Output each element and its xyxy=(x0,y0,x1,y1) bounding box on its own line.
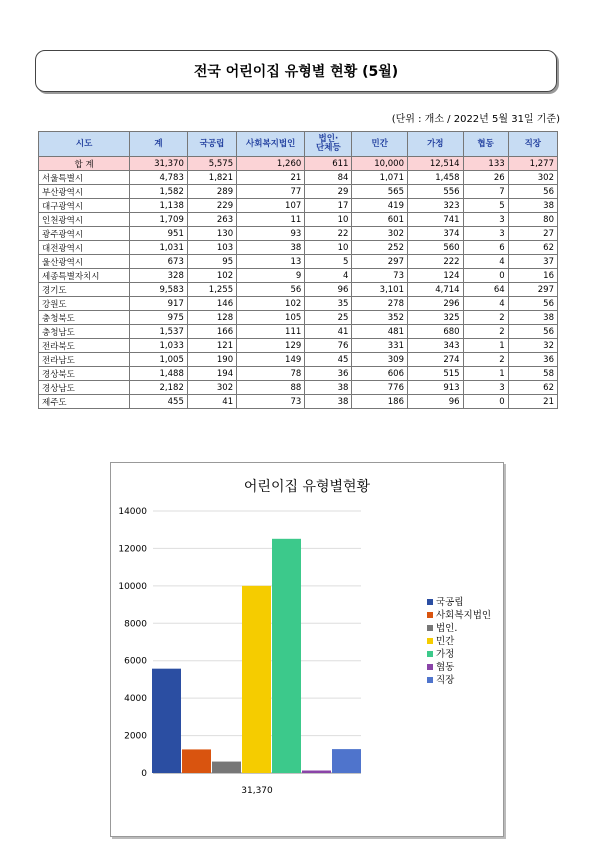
value-cell: 16 xyxy=(508,269,557,283)
legend-swatch xyxy=(427,638,433,644)
value-cell: 343 xyxy=(408,339,464,353)
value-cell: 32 xyxy=(508,339,557,353)
value-cell: 76 xyxy=(305,339,352,353)
value-cell: 186 xyxy=(352,395,408,409)
value-cell: 274 xyxy=(408,353,464,367)
value-cell: 3 xyxy=(463,227,508,241)
bar-0 xyxy=(152,669,181,773)
value-cell: 1 xyxy=(463,367,508,381)
value-cell: 37 xyxy=(508,255,557,269)
total-cell: 1,260 xyxy=(237,157,305,171)
region-name-cell: 대구광역시 xyxy=(39,199,130,213)
value-cell: 252 xyxy=(352,241,408,255)
value-cell: 190 xyxy=(187,353,236,367)
region-name-cell: 강원도 xyxy=(39,297,130,311)
value-cell: 21 xyxy=(237,171,305,185)
value-cell: 103 xyxy=(187,241,236,255)
value-cell: 352 xyxy=(352,311,408,325)
value-cell: 56 xyxy=(508,325,557,339)
total-cell: 611 xyxy=(305,157,352,171)
table-row xyxy=(39,241,558,255)
value-cell: 1,005 xyxy=(130,353,188,367)
legend-swatch xyxy=(427,677,433,683)
value-cell: 88 xyxy=(237,381,305,395)
table-row xyxy=(39,227,558,241)
total-cell: 5,575 xyxy=(187,157,236,171)
table-row xyxy=(39,185,558,199)
value-cell: 93 xyxy=(237,227,305,241)
legend-swatch xyxy=(427,664,433,670)
value-cell: 77 xyxy=(237,185,305,199)
total-cell: 합 계 xyxy=(39,157,130,171)
region-name-cell: 충청북도 xyxy=(39,311,130,325)
value-cell: 73 xyxy=(352,269,408,283)
header-social-welfare: 사회복지법인 xyxy=(237,132,305,157)
value-cell: 0 xyxy=(463,269,508,283)
value-cell: 29 xyxy=(305,185,352,199)
y-tick-label: 8000 xyxy=(124,619,147,630)
value-cell: 96 xyxy=(305,283,352,297)
value-cell: 78 xyxy=(237,367,305,381)
value-cell: 296 xyxy=(408,297,464,311)
value-cell: 673 xyxy=(130,255,188,269)
bar-chart xyxy=(111,463,503,836)
region-name-cell: 광주광역시 xyxy=(39,227,130,241)
value-cell: 194 xyxy=(187,367,236,381)
value-cell: 64 xyxy=(463,283,508,297)
table-row xyxy=(39,381,558,395)
value-cell: 1,537 xyxy=(130,325,188,339)
value-cell: 38 xyxy=(508,311,557,325)
value-cell: 10 xyxy=(305,213,352,227)
table-row xyxy=(39,311,558,325)
value-cell: 229 xyxy=(187,199,236,213)
value-cell: 4 xyxy=(463,297,508,311)
value-cell: 917 xyxy=(130,297,188,311)
legend-label: 사회복지법인 xyxy=(436,610,492,621)
value-cell: 17 xyxy=(305,199,352,213)
table-row xyxy=(39,325,558,339)
table-row xyxy=(39,353,558,367)
value-cell: 302 xyxy=(352,227,408,241)
table-row xyxy=(39,213,558,227)
legend-label: 가정 xyxy=(436,649,455,660)
value-cell: 38 xyxy=(508,199,557,213)
value-cell: 560 xyxy=(408,241,464,255)
value-cell: 73 xyxy=(237,395,305,409)
value-cell: 38 xyxy=(305,395,352,409)
value-cell: 776 xyxy=(352,381,408,395)
y-tick-label: 14000 xyxy=(118,507,147,517)
value-cell: 3 xyxy=(463,381,508,395)
value-cell: 1,458 xyxy=(408,171,464,185)
value-cell: 455 xyxy=(130,395,188,409)
value-cell: 4 xyxy=(463,255,508,269)
bar-6 xyxy=(332,749,361,773)
value-cell: 601 xyxy=(352,213,408,227)
value-cell: 111 xyxy=(237,325,305,339)
value-cell: 96 xyxy=(408,395,464,409)
y-tick-label: 0 xyxy=(141,769,147,779)
legend-label: 협동 xyxy=(436,662,455,673)
table-row xyxy=(39,283,558,297)
value-cell: 481 xyxy=(352,325,408,339)
y-tick-label: 2000 xyxy=(124,731,147,742)
region-name-cell: 경기도 xyxy=(39,283,130,297)
value-cell: 1,138 xyxy=(130,199,188,213)
region-name-cell: 전라남도 xyxy=(39,353,130,367)
header-workplace: 직장 xyxy=(508,132,557,157)
value-cell: 36 xyxy=(508,353,557,367)
table-row xyxy=(39,171,558,185)
value-cell: 913 xyxy=(408,381,464,395)
table-row xyxy=(39,297,558,311)
region-name-cell: 충청남도 xyxy=(39,325,130,339)
value-cell: 302 xyxy=(187,381,236,395)
value-cell: 56 xyxy=(237,283,305,297)
table-row xyxy=(39,255,558,269)
value-cell: 128 xyxy=(187,311,236,325)
value-cell: 222 xyxy=(408,255,464,269)
header-public: 국공립 xyxy=(187,132,236,157)
header-coop: 협동 xyxy=(463,132,508,157)
region-name-cell: 부산광역시 xyxy=(39,185,130,199)
value-cell: 2 xyxy=(463,311,508,325)
value-cell: 419 xyxy=(352,199,408,213)
value-cell: 62 xyxy=(508,241,557,255)
chart-container xyxy=(110,462,504,837)
value-cell: 105 xyxy=(237,311,305,325)
region-name-cell: 대전광역시 xyxy=(39,241,130,255)
table-row xyxy=(39,199,558,213)
value-cell: 3,101 xyxy=(352,283,408,297)
unit-note: (단위 : 개소 / 2022년 5월 31일 기준) xyxy=(391,114,560,125)
value-cell: 129 xyxy=(237,339,305,353)
value-cell: 1 xyxy=(463,339,508,353)
value-cell: 2,182 xyxy=(130,381,188,395)
value-cell: 10 xyxy=(305,241,352,255)
total-cell: 31,370 xyxy=(130,157,188,171)
value-cell: 515 xyxy=(408,367,464,381)
y-tick-label: 12000 xyxy=(118,544,147,555)
header-private: 민간 xyxy=(352,132,408,157)
table-row xyxy=(39,367,558,381)
total-cell: 12,514 xyxy=(408,157,464,171)
legend-label: 국공립 xyxy=(436,597,464,608)
legend-label: 민간 xyxy=(436,636,455,647)
value-cell: 4,783 xyxy=(130,171,188,185)
x-category-label: 31,370 xyxy=(241,786,273,796)
value-cell: 9 xyxy=(237,269,305,283)
table-row xyxy=(39,395,558,409)
value-cell: 102 xyxy=(237,297,305,311)
value-cell: 149 xyxy=(237,353,305,367)
total-cell: 1,277 xyxy=(508,157,557,171)
y-tick-label: 10000 xyxy=(118,581,147,592)
value-cell: 84 xyxy=(305,171,352,185)
value-cell: 1,033 xyxy=(130,339,188,353)
value-cell: 27 xyxy=(508,227,557,241)
value-cell: 1,821 xyxy=(187,171,236,185)
value-cell: 38 xyxy=(237,241,305,255)
y-tick-label: 6000 xyxy=(124,656,147,667)
value-cell: 121 xyxy=(187,339,236,353)
value-cell: 124 xyxy=(408,269,464,283)
value-cell: 102 xyxy=(187,269,236,283)
value-cell: 11 xyxy=(237,213,305,227)
value-cell: 3 xyxy=(463,213,508,227)
value-cell: 38 xyxy=(305,381,352,395)
region-name-cell: 제주도 xyxy=(39,395,130,409)
value-cell: 58 xyxy=(508,367,557,381)
value-cell: 951 xyxy=(130,227,188,241)
value-cell: 4 xyxy=(305,269,352,283)
value-cell: 21 xyxy=(508,395,557,409)
value-cell: 325 xyxy=(408,311,464,325)
header-region: 시도 xyxy=(39,132,130,157)
value-cell: 146 xyxy=(187,297,236,311)
region-name-cell: 인천광역시 xyxy=(39,213,130,227)
value-cell: 297 xyxy=(508,283,557,297)
table-row xyxy=(39,269,558,283)
value-cell: 1,071 xyxy=(352,171,408,185)
value-cell: 107 xyxy=(237,199,305,213)
value-cell: 1,255 xyxy=(187,283,236,297)
bar-1 xyxy=(182,749,211,773)
total-cell: 133 xyxy=(463,157,508,171)
value-cell: 130 xyxy=(187,227,236,241)
value-cell: 56 xyxy=(508,297,557,311)
value-cell: 4,714 xyxy=(408,283,464,297)
value-cell: 41 xyxy=(305,325,352,339)
value-cell: 5 xyxy=(305,255,352,269)
table-header-row xyxy=(39,132,558,157)
value-cell: 166 xyxy=(187,325,236,339)
region-name-cell: 경상북도 xyxy=(39,367,130,381)
legend-swatch xyxy=(427,612,433,618)
value-cell: 297 xyxy=(352,255,408,269)
value-cell: 741 xyxy=(408,213,464,227)
value-cell: 25 xyxy=(305,311,352,325)
value-cell: 289 xyxy=(187,185,236,199)
legend-swatch xyxy=(427,625,433,631)
bar-5 xyxy=(302,771,331,773)
region-name-cell: 경상남도 xyxy=(39,381,130,395)
value-cell: 26 xyxy=(463,171,508,185)
value-cell: 22 xyxy=(305,227,352,241)
page-title: 전국 어린이집 유형별 현황 (5월) xyxy=(35,50,557,92)
value-cell: 374 xyxy=(408,227,464,241)
header-home: 가정 xyxy=(408,132,464,157)
region-name-cell: 세종특별자치시 xyxy=(39,269,130,283)
value-cell: 35 xyxy=(305,297,352,311)
header-corporate: 법인· 단체등 xyxy=(305,132,352,157)
bar-2 xyxy=(212,762,241,773)
value-cell: 6 xyxy=(463,241,508,255)
value-cell: 45 xyxy=(305,353,352,367)
bar-3 xyxy=(242,586,271,773)
value-cell: 1,709 xyxy=(130,213,188,227)
value-cell: 278 xyxy=(352,297,408,311)
legend-swatch xyxy=(427,599,433,605)
region-name-cell: 서울특별시 xyxy=(39,171,130,185)
value-cell: 56 xyxy=(508,185,557,199)
value-cell: 606 xyxy=(352,367,408,381)
region-name-cell: 울산광역시 xyxy=(39,255,130,269)
legend-label: 직장 xyxy=(436,675,455,686)
daycare-table xyxy=(38,131,558,409)
value-cell: 331 xyxy=(352,339,408,353)
value-cell: 1,582 xyxy=(130,185,188,199)
value-cell: 7 xyxy=(463,185,508,199)
value-cell: 80 xyxy=(508,213,557,227)
value-cell: 1,488 xyxy=(130,367,188,381)
value-cell: 95 xyxy=(187,255,236,269)
value-cell: 556 xyxy=(408,185,464,199)
legend-label: 법인. xyxy=(436,623,458,634)
value-cell: 62 xyxy=(508,381,557,395)
bar-4 xyxy=(272,539,301,773)
value-cell: 323 xyxy=(408,199,464,213)
value-cell: 13 xyxy=(237,255,305,269)
value-cell: 309 xyxy=(352,353,408,367)
table-row xyxy=(39,339,558,353)
value-cell: 2 xyxy=(463,325,508,339)
value-cell: 0 xyxy=(463,395,508,409)
value-cell: 1,031 xyxy=(130,241,188,255)
value-cell: 36 xyxy=(305,367,352,381)
value-cell: 2 xyxy=(463,353,508,367)
value-cell: 565 xyxy=(352,185,408,199)
value-cell: 680 xyxy=(408,325,464,339)
header-total: 계 xyxy=(130,132,188,157)
y-tick-label: 4000 xyxy=(124,694,147,705)
legend-swatch xyxy=(427,651,433,657)
total-row xyxy=(39,157,558,171)
value-cell: 41 xyxy=(187,395,236,409)
value-cell: 9,583 xyxy=(130,283,188,297)
value-cell: 328 xyxy=(130,269,188,283)
region-name-cell: 전라북도 xyxy=(39,339,130,353)
value-cell: 263 xyxy=(187,213,236,227)
value-cell: 302 xyxy=(508,171,557,185)
value-cell: 975 xyxy=(130,311,188,325)
value-cell: 5 xyxy=(463,199,508,213)
total-cell: 10,000 xyxy=(352,157,408,171)
chart-title: 어린이집 유형별현황 xyxy=(243,479,371,495)
